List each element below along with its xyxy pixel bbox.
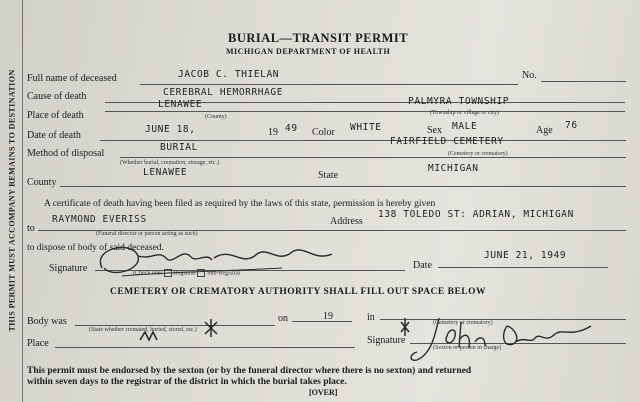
over-label: [OVER] <box>309 388 338 397</box>
date-label: Date <box>413 260 432 271</box>
color-value: WHITE <box>350 122 382 133</box>
date-of-death-label: Date of death <box>27 130 81 141</box>
certificate-text: A certificate of death having been filed as required by the laws of this state, permission is hereby given <box>44 199 436 209</box>
to-label: to <box>27 223 35 234</box>
method-sublabel: (Whether burial, cremation, storage, etc.) <box>120 160 219 166</box>
body-was-label: Body was <box>27 316 67 327</box>
place-label: Place of death <box>27 110 84 121</box>
cemetery-value: FAIRFIELD CEMETERY <box>390 136 504 147</box>
place-township: PALMYRA TOWNSHIP <box>408 96 510 107</box>
body-sublabel: (State whether cremated, buried, stored, etc.) <box>89 327 197 333</box>
year-prefix: 19 <box>268 127 278 138</box>
funeral-sublabel: (Funeral director or person acting as such) <box>96 231 198 237</box>
state-value: MICHIGAN <box>428 163 479 174</box>
county-label: County <box>27 177 57 188</box>
on-label: on <box>278 313 288 324</box>
age-value: 76 <box>565 120 578 131</box>
permit-subtitle: MICHIGAN DEPARTMENT OF HEALTH <box>226 47 391 56</box>
dispose-text: to dispose of body of said deceased. <box>27 243 164 253</box>
cem-cre-sublabel: (Cemetery or crematory) <box>433 320 493 326</box>
sex-value: MALE <box>452 121 478 132</box>
signed-date: JUNE 21, 1949 <box>484 250 567 261</box>
margin-rule <box>22 0 23 402</box>
deceased-name: JACOB C. THIELAN <box>178 69 280 80</box>
full-name-label: Full name of deceased <box>27 73 117 84</box>
side-note: THIS PERMIT MUST ACCOMPANY REMAINS TO DESTINATION <box>7 69 17 332</box>
year-of-death: 49 <box>285 123 298 134</box>
address-value: 138 TOLEDO ST: ADRIAN, MICHIGAN <box>378 209 574 220</box>
registrar-checkbox <box>164 269 172 277</box>
county-value: LENAWEE <box>143 167 188 178</box>
funeral-director-name: RAYMOND EVERISS <box>52 214 147 225</box>
sexton-signature <box>395 314 615 366</box>
color-label: Color <box>312 127 335 138</box>
method-label: Method of disposal <box>27 148 105 159</box>
year19-label: 19 <box>323 311 333 322</box>
registrar-label: Registrar <box>173 270 196 277</box>
permit-title: BURIAL—TRANSIT PERMIT <box>228 31 409 45</box>
footer-line-2: within seven days to the registrar of the district in which the burial takes place. <box>27 377 347 387</box>
sexton-sublabel: (Sexton or person in charge) <box>433 345 502 351</box>
method-value: BURIAL <box>160 142 198 153</box>
address-label: Address <box>330 216 363 227</box>
check-one-label: (Check one: <box>133 270 163 277</box>
sub-registrar-label: Sub-Registrar <box>207 270 241 277</box>
county-sublabel: (County) <box>205 114 227 120</box>
place-label-lower: Place <box>27 338 49 349</box>
no-label: No. <box>522 70 537 81</box>
age-label: Age <box>536 125 553 136</box>
cause-label: Cause of death <box>27 91 87 102</box>
signature-label-lower: Signature <box>367 335 406 346</box>
date-of-death: JUNE 18, <box>145 124 196 135</box>
township-sublabel: (Township or village or city) <box>430 110 499 116</box>
cause-of-death: CEREBRAL HEMORRHAGE <box>163 87 284 98</box>
state-label: State <box>318 170 338 181</box>
authority-heading: CEMETERY OR CREMATORY AUTHORITY SHALL FILL OUT SPACE BELOW <box>110 287 487 297</box>
signature-label: Signature <box>49 263 88 274</box>
footer-line-1: This permit must be endorsed by the sexton (or by the funeral director where there is no sexton) and returned <box>27 366 472 376</box>
handwritten-marks <box>135 316 230 350</box>
sub-registrar-checkbox <box>197 269 205 277</box>
place-county: LENAWEE <box>158 99 203 110</box>
in-label: in <box>367 312 375 323</box>
sex-label: Sex <box>427 125 442 136</box>
cemetery-sublabel: (Cemetery or crematory) <box>448 151 508 157</box>
